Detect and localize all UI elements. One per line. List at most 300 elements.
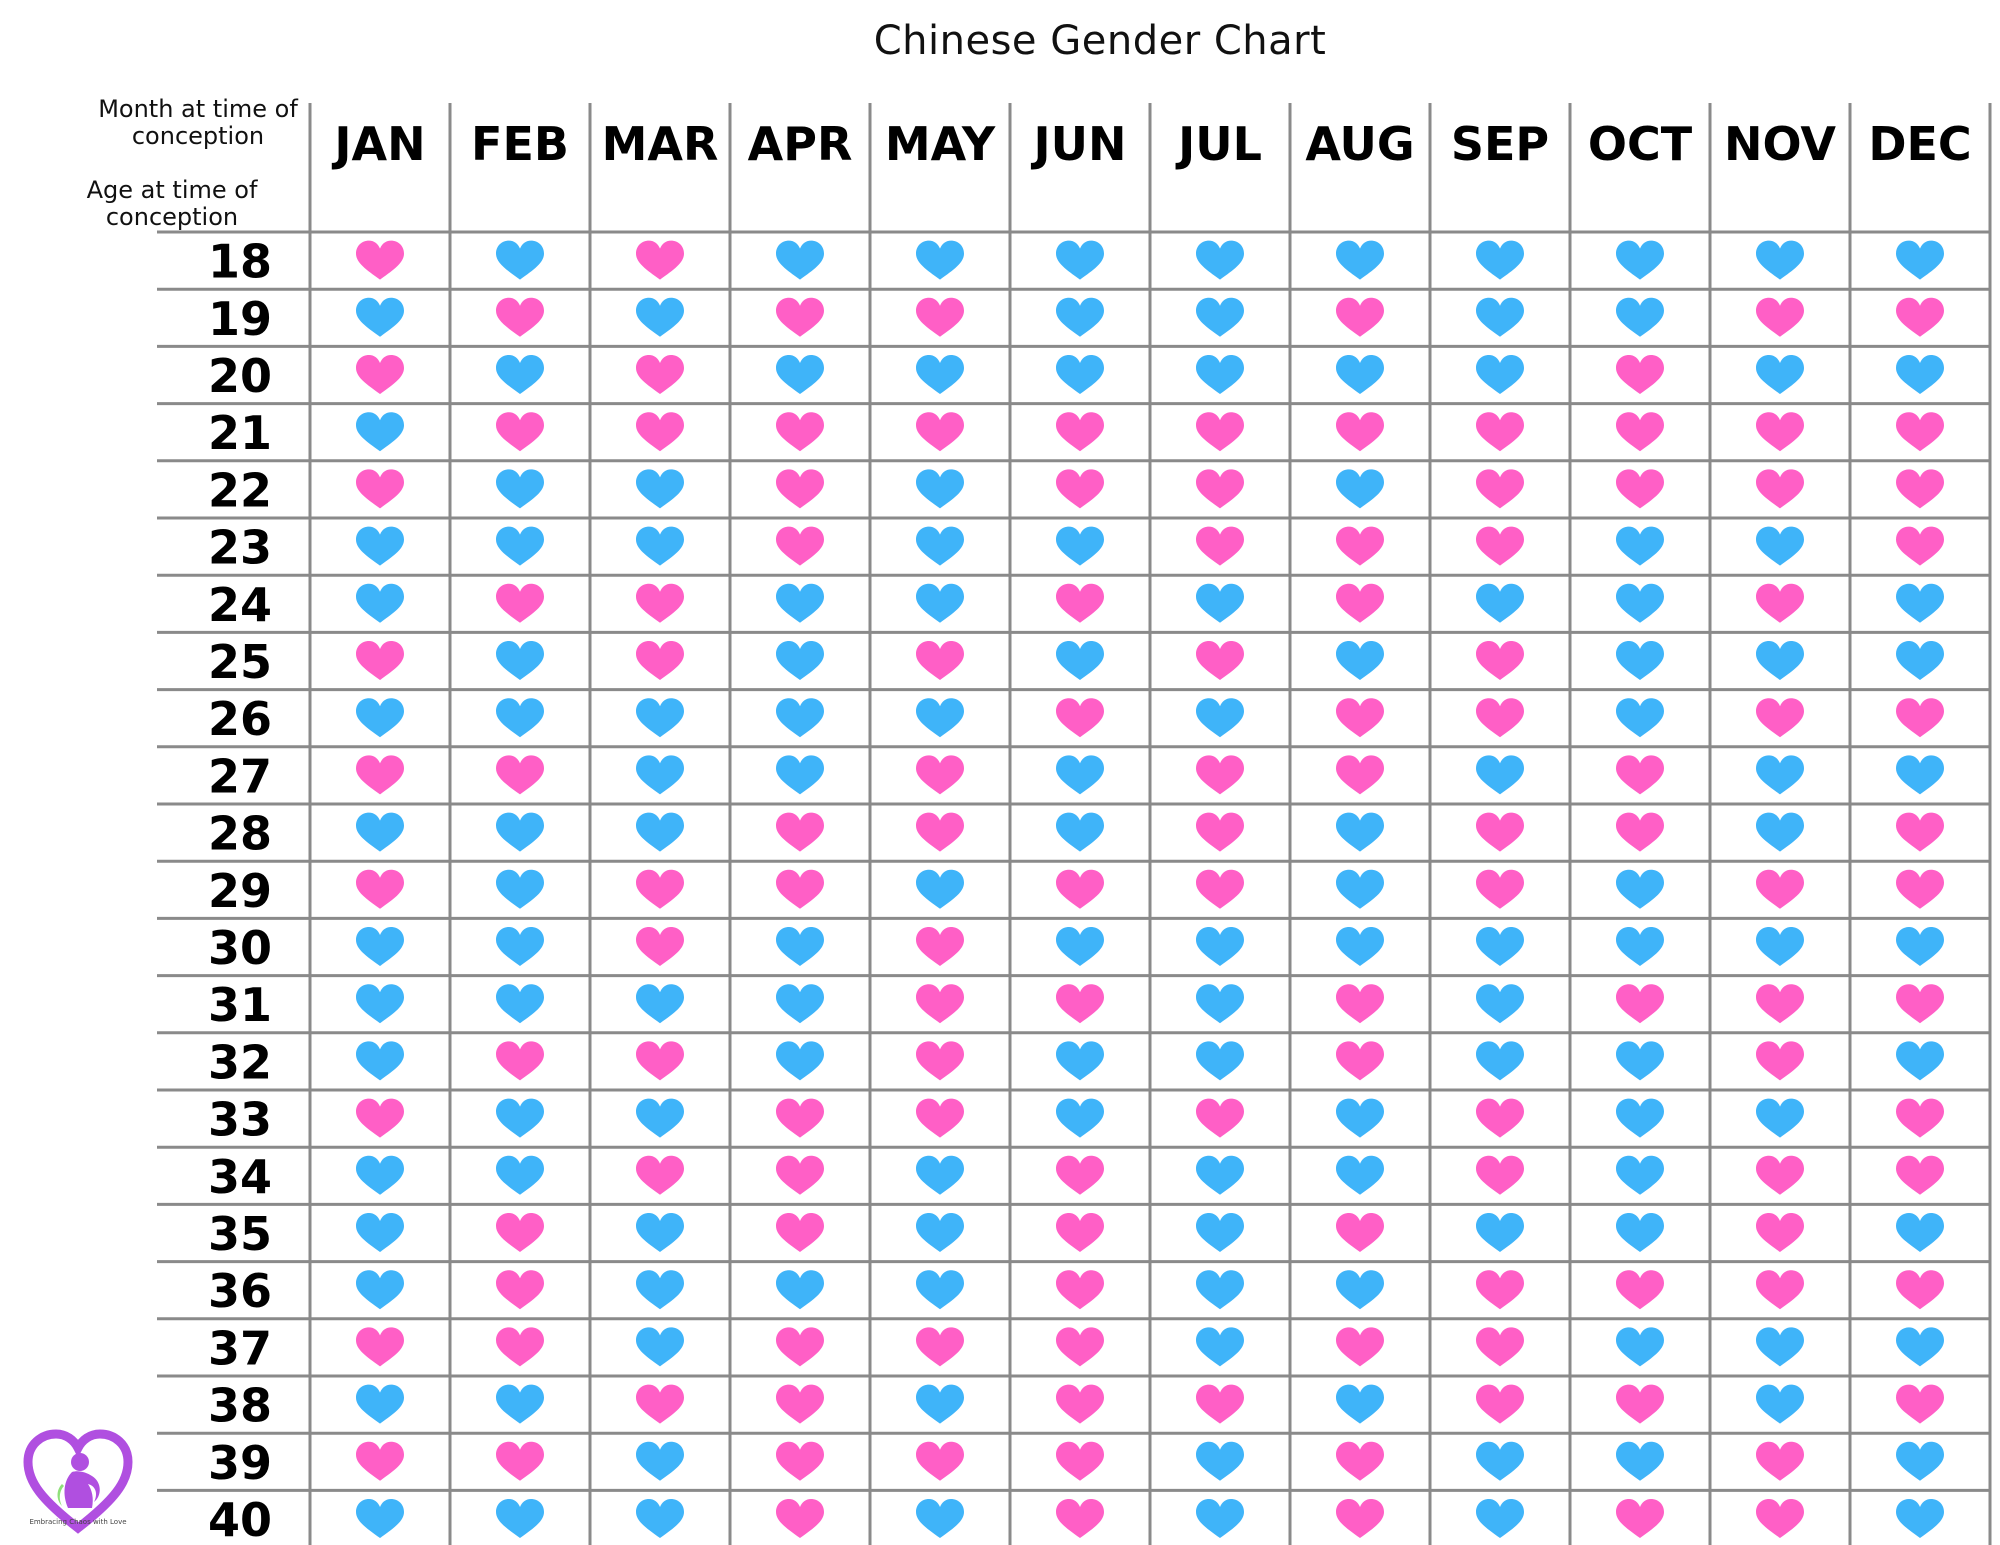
blue-heart-icon <box>1196 584 1244 623</box>
pink-heart-icon <box>356 1442 404 1481</box>
blue-heart-icon <box>1756 755 1804 794</box>
pink-heart-icon <box>1896 527 1944 566</box>
blue-heart-icon <box>916 527 964 566</box>
pink-heart-icon <box>1196 1385 1244 1424</box>
month-label: FEB <box>471 117 569 171</box>
pink-heart-icon <box>1756 1499 1804 1538</box>
blue-heart-icon <box>1196 1270 1244 1309</box>
blue-heart-icon <box>1896 755 1944 794</box>
pink-heart-icon <box>1056 412 1104 451</box>
blue-heart-icon <box>1056 298 1104 337</box>
pink-heart-icon <box>1336 1499 1384 1538</box>
blue-heart-icon <box>1616 927 1664 966</box>
pink-heart-icon <box>356 641 404 680</box>
age-label: 19 <box>207 291 273 346</box>
pink-heart-icon <box>1476 527 1524 566</box>
blue-heart-icon <box>356 584 404 623</box>
age-label: 21 <box>207 406 273 461</box>
pink-heart-icon <box>916 641 964 680</box>
blue-heart-icon <box>1056 641 1104 680</box>
pink-heart-icon <box>636 412 684 451</box>
blue-heart-icon <box>776 698 824 737</box>
month-label: NOV <box>1724 117 1836 171</box>
pink-heart-icon <box>1756 584 1804 623</box>
blue-heart-icon <box>1056 1041 1104 1080</box>
pink-heart-icon <box>356 469 404 508</box>
blue-heart-icon <box>1196 1442 1244 1481</box>
pink-heart-icon <box>776 1385 824 1424</box>
pink-heart-icon <box>1756 870 1804 909</box>
age-labels <box>208 235 272 1545</box>
pink-heart-icon <box>1896 1099 1944 1138</box>
chart-title: Chinese Gender Chart <box>873 18 1327 64</box>
blue-heart-icon <box>1476 927 1524 966</box>
blue-heart-icon <box>356 813 404 852</box>
age-label: 35 <box>207 1207 273 1261</box>
blue-heart-icon <box>1756 1385 1804 1424</box>
pink-heart-icon <box>916 298 964 337</box>
blue-heart-icon <box>916 870 964 909</box>
pink-heart-icon <box>1476 1327 1524 1366</box>
age-label: 36 <box>207 1264 273 1319</box>
blue-heart-icon <box>636 1270 684 1309</box>
pink-heart-icon <box>1196 870 1244 909</box>
pink-heart-icon <box>1756 1041 1804 1080</box>
pink-heart-icon <box>636 1156 684 1195</box>
blue-heart-icon <box>636 755 684 794</box>
pink-heart-icon <box>1756 1270 1804 1309</box>
blue-heart-icon <box>1896 1213 1944 1252</box>
month-labels <box>331 117 1971 171</box>
blue-heart-icon <box>1476 1041 1524 1080</box>
pink-heart-icon <box>1756 1213 1804 1252</box>
pink-heart-icon <box>916 412 964 451</box>
age-label: 29 <box>207 863 273 918</box>
blue-heart-icon <box>776 641 824 680</box>
blue-heart-icon <box>1896 1041 1944 1080</box>
pink-heart-icon <box>1336 1213 1384 1252</box>
blue-heart-icon <box>496 1499 544 1538</box>
pink-heart-icon <box>776 298 824 337</box>
pink-heart-icon <box>1056 469 1104 508</box>
age-label: 40 <box>207 1493 273 1545</box>
pink-heart-icon <box>1196 755 1244 794</box>
blue-heart-icon <box>916 1156 964 1195</box>
blue-heart-icon <box>916 355 964 394</box>
pink-heart-icon <box>1756 1156 1804 1195</box>
pink-heart-icon <box>496 1041 544 1080</box>
blue-heart-icon <box>636 298 684 337</box>
blue-heart-icon <box>1616 298 1664 337</box>
pink-heart-icon <box>1476 813 1524 852</box>
blue-heart-icon <box>636 813 684 852</box>
blue-heart-icon <box>356 412 404 451</box>
age-label: 37 <box>207 1321 273 1376</box>
blue-heart-icon <box>1896 355 1944 394</box>
pink-heart-icon <box>1336 412 1384 451</box>
pink-heart-icon <box>1896 1156 1944 1195</box>
pink-heart-icon <box>1056 1270 1104 1309</box>
pink-heart-icon <box>916 1041 964 1080</box>
month-label: JAN <box>334 117 426 171</box>
pink-heart-icon <box>1756 298 1804 337</box>
age-label: 27 <box>207 749 273 804</box>
pink-heart-icon <box>776 1099 824 1138</box>
blue-heart-icon <box>1196 984 1244 1023</box>
pink-heart-icon <box>1056 870 1104 909</box>
age-label: 39 <box>207 1435 273 1490</box>
pink-heart-icon <box>1476 1270 1524 1309</box>
blue-heart-icon <box>1616 1442 1664 1481</box>
blue-heart-icon <box>916 1270 964 1309</box>
pink-heart-icon <box>1896 412 1944 451</box>
blue-heart-icon <box>356 1156 404 1195</box>
blue-heart-icon <box>1896 1442 1944 1481</box>
pink-heart-icon <box>1196 1099 1244 1138</box>
pink-heart-icon <box>1336 698 1384 737</box>
blue-heart-icon <box>1336 927 1384 966</box>
blue-heart-icon <box>1756 641 1804 680</box>
pink-heart-icon <box>1476 641 1524 680</box>
blue-heart-icon <box>496 1156 544 1195</box>
pink-heart-icon <box>356 870 404 909</box>
blue-heart-icon <box>1336 241 1384 280</box>
pink-heart-icon <box>1616 412 1664 451</box>
blue-heart-icon <box>496 469 544 508</box>
blue-heart-icon <box>1756 527 1804 566</box>
pink-heart-icon <box>496 755 544 794</box>
blue-heart-icon <box>1616 641 1664 680</box>
blue-heart-icon <box>496 641 544 680</box>
blue-heart-icon <box>1616 870 1664 909</box>
pink-heart-icon <box>1756 412 1804 451</box>
month-label: SEP <box>1450 117 1550 171</box>
pink-heart-icon <box>1476 698 1524 737</box>
pink-heart-icon <box>496 298 544 337</box>
pink-heart-icon <box>1896 1385 1944 1424</box>
pink-heart-icon <box>1056 1156 1104 1195</box>
blue-heart-icon <box>356 527 404 566</box>
blue-heart-icon <box>1476 1213 1524 1252</box>
pink-heart-icon <box>1616 813 1664 852</box>
blue-heart-icon <box>1056 241 1104 280</box>
header-note <box>87 95 299 231</box>
blue-heart-icon <box>916 1385 964 1424</box>
pink-heart-icon <box>636 1385 684 1424</box>
blue-heart-icon <box>1756 813 1804 852</box>
pink-heart-icon <box>1056 1213 1104 1252</box>
blue-heart-icon <box>1756 927 1804 966</box>
blue-heart-icon <box>356 1385 404 1424</box>
blue-heart-icon <box>1616 1213 1664 1252</box>
pink-heart-icon <box>1476 1099 1524 1138</box>
blue-heart-icon <box>1616 527 1664 566</box>
column-header-label: conception <box>131 122 265 150</box>
pink-heart-icon <box>776 870 824 909</box>
blue-heart-icon <box>1476 1499 1524 1538</box>
pink-heart-icon <box>916 1099 964 1138</box>
age-label: 24 <box>207 577 273 632</box>
blue-heart-icon <box>636 469 684 508</box>
row-header-label: Age at time of <box>86 176 258 204</box>
blue-heart-icon <box>636 527 684 566</box>
pink-heart-icon <box>1336 755 1384 794</box>
blue-heart-icon <box>1896 1499 1944 1538</box>
blue-heart-icon <box>1336 355 1384 394</box>
pink-heart-icon <box>1056 1385 1104 1424</box>
pink-heart-icon <box>636 1041 684 1080</box>
pink-heart-icon <box>1756 984 1804 1023</box>
blue-heart-icon <box>916 241 964 280</box>
pink-heart-icon <box>1476 1385 1524 1424</box>
blue-heart-icon <box>1336 641 1384 680</box>
blue-heart-icon <box>356 1270 404 1309</box>
blue-heart-icon <box>776 1270 824 1309</box>
blue-heart-icon <box>1196 355 1244 394</box>
pink-heart-icon <box>1336 298 1384 337</box>
pink-heart-icon <box>1336 1442 1384 1481</box>
pink-heart-icon <box>1896 298 1944 337</box>
blue-heart-icon <box>636 984 684 1023</box>
month-label: AUG <box>1305 117 1415 171</box>
blue-heart-icon <box>1476 355 1524 394</box>
pink-heart-icon <box>496 1442 544 1481</box>
blue-heart-icon <box>636 1213 684 1252</box>
blue-heart-icon <box>1196 1041 1244 1080</box>
blue-heart-icon <box>1616 1099 1664 1138</box>
pink-heart-icon <box>1056 1499 1104 1538</box>
blue-heart-icon <box>1336 870 1384 909</box>
pink-heart-icon <box>1196 641 1244 680</box>
pink-heart-icon <box>496 1270 544 1309</box>
blue-heart-icon <box>356 1213 404 1252</box>
blue-heart-icon <box>1896 927 1944 966</box>
blue-heart-icon <box>1476 298 1524 337</box>
blue-heart-icon <box>356 1499 404 1538</box>
blue-heart-icon <box>496 355 544 394</box>
pink-heart-icon <box>1336 1041 1384 1080</box>
blue-heart-icon <box>776 584 824 623</box>
pink-heart-icon <box>916 984 964 1023</box>
blue-heart-icon <box>496 1385 544 1424</box>
pink-heart-icon <box>356 241 404 280</box>
blue-heart-icon <box>636 698 684 737</box>
month-label: MAR <box>601 117 719 171</box>
pink-heart-icon <box>1056 1327 1104 1366</box>
blue-heart-icon <box>776 1041 824 1080</box>
age-label: 31 <box>207 978 273 1033</box>
pink-heart-icon <box>776 527 824 566</box>
blue-heart-icon <box>496 1099 544 1138</box>
blue-heart-icon <box>636 1099 684 1138</box>
pink-heart-icon <box>1476 412 1524 451</box>
blue-heart-icon <box>1196 241 1244 280</box>
pink-heart-icon <box>636 927 684 966</box>
blue-heart-icon <box>1196 1213 1244 1252</box>
blue-heart-icon <box>916 1499 964 1538</box>
blue-heart-icon <box>1196 1156 1244 1195</box>
blue-heart-icon <box>1196 1327 1244 1366</box>
pink-heart-icon <box>496 1327 544 1366</box>
blue-heart-icon <box>356 984 404 1023</box>
pink-heart-icon <box>776 1442 824 1481</box>
blue-heart-icon <box>1336 1270 1384 1309</box>
pink-heart-icon <box>496 1213 544 1252</box>
blue-heart-icon <box>1336 469 1384 508</box>
pink-heart-icon <box>1616 755 1664 794</box>
blue-heart-icon <box>496 241 544 280</box>
blue-heart-icon <box>1056 355 1104 394</box>
blue-heart-icon <box>1616 1327 1664 1366</box>
logo-leaf <box>58 1484 65 1506</box>
pink-heart-icon <box>1756 698 1804 737</box>
month-label: MAY <box>884 117 996 171</box>
logo-head <box>71 1453 89 1471</box>
pink-heart-icon <box>1616 1270 1664 1309</box>
column-header-label: Month at time of <box>98 95 298 123</box>
month-label: JUN <box>1033 117 1127 171</box>
pink-heart-icon <box>1336 527 1384 566</box>
pink-heart-icon <box>1896 813 1944 852</box>
pink-heart-icon <box>1896 469 1944 508</box>
pink-heart-icon <box>1476 469 1524 508</box>
pink-heart-icon <box>776 412 824 451</box>
age-label: 28 <box>207 806 273 861</box>
month-label: DEC <box>1868 117 1972 171</box>
pink-heart-icon <box>496 412 544 451</box>
blue-heart-icon <box>1756 1327 1804 1366</box>
age-label: 22 <box>207 463 273 518</box>
blue-heart-icon <box>356 298 404 337</box>
pink-heart-icon <box>916 755 964 794</box>
blue-heart-icon <box>1756 241 1804 280</box>
blue-heart-icon <box>1476 984 1524 1023</box>
age-label: 30 <box>207 921 273 975</box>
logo-mother-figure <box>65 1471 100 1508</box>
blue-heart-icon <box>1196 1499 1244 1538</box>
blue-heart-icon <box>1336 1099 1384 1138</box>
pink-heart-icon <box>1476 1156 1524 1195</box>
pink-heart-icon <box>776 469 824 508</box>
pink-heart-icon <box>776 1213 824 1252</box>
blue-heart-icon <box>776 241 824 280</box>
blue-heart-icon <box>1896 1327 1944 1366</box>
blue-heart-icon <box>636 1327 684 1366</box>
age-label: 26 <box>207 692 273 747</box>
pink-heart-icon <box>916 1442 964 1481</box>
month-label: JUL <box>1178 117 1262 171</box>
blue-heart-icon <box>496 984 544 1023</box>
pink-heart-icon <box>1056 1442 1104 1481</box>
blue-heart-icon <box>916 698 964 737</box>
blue-heart-icon <box>1756 1099 1804 1138</box>
row-header-label: conception <box>105 203 239 231</box>
pink-heart-icon <box>776 1327 824 1366</box>
pink-heart-icon <box>916 813 964 852</box>
blue-heart-icon <box>1056 1099 1104 1138</box>
pink-heart-icon <box>636 641 684 680</box>
blue-heart-icon <box>1196 298 1244 337</box>
pink-heart-icon <box>776 813 824 852</box>
blue-heart-icon <box>776 355 824 394</box>
blue-heart-icon <box>356 927 404 966</box>
pink-heart-icon <box>356 755 404 794</box>
blue-heart-icon <box>1336 813 1384 852</box>
pink-heart-icon <box>356 1327 404 1366</box>
pink-heart-icon <box>1196 469 1244 508</box>
pink-heart-icon <box>776 1499 824 1538</box>
blue-heart-icon <box>1896 641 1944 680</box>
blue-heart-icon <box>636 1499 684 1538</box>
blue-heart-icon <box>1476 755 1524 794</box>
blue-heart-icon <box>1616 584 1664 623</box>
blue-heart-icon <box>1616 1156 1664 1195</box>
pink-heart-icon <box>1196 527 1244 566</box>
pink-heart-icon <box>1616 355 1664 394</box>
pink-heart-icon <box>1896 698 1944 737</box>
blue-heart-icon <box>496 698 544 737</box>
pink-heart-icon <box>1056 698 1104 737</box>
blue-heart-icon <box>356 1041 404 1080</box>
blue-heart-icon <box>1196 698 1244 737</box>
blue-heart-icon <box>916 584 964 623</box>
blue-heart-icon <box>1476 241 1524 280</box>
blue-heart-icon <box>776 984 824 1023</box>
blue-heart-icon <box>1056 813 1104 852</box>
pink-heart-icon <box>1476 870 1524 909</box>
pink-heart-icon <box>1336 984 1384 1023</box>
pink-heart-icon <box>1616 469 1664 508</box>
pink-heart-icon <box>1056 984 1104 1023</box>
blue-heart-icon <box>496 927 544 966</box>
month-label: OCT <box>1587 117 1693 171</box>
blue-heart-icon <box>496 527 544 566</box>
age-label: 25 <box>207 635 273 689</box>
blue-heart-icon <box>1476 584 1524 623</box>
blue-heart-icon <box>1336 1156 1384 1195</box>
pink-heart-icon <box>356 355 404 394</box>
blue-heart-icon <box>1616 698 1664 737</box>
pink-heart-icon <box>1336 584 1384 623</box>
blue-heart-icon <box>1056 927 1104 966</box>
pink-heart-icon <box>496 584 544 623</box>
pink-heart-icon <box>1896 984 1944 1023</box>
pink-heart-icon <box>1756 1442 1804 1481</box>
pink-heart-icon <box>636 241 684 280</box>
pink-heart-icon <box>1896 1270 1944 1309</box>
pink-heart-icon <box>1896 870 1944 909</box>
blue-heart-icon <box>1896 584 1944 623</box>
month-label: APR <box>747 117 853 171</box>
pink-heart-icon <box>1616 984 1664 1023</box>
pink-heart-icon <box>636 584 684 623</box>
age-label: 34 <box>207 1149 273 1204</box>
pink-heart-icon <box>356 1099 404 1138</box>
blue-heart-icon <box>916 469 964 508</box>
age-label: 23 <box>207 520 273 575</box>
blue-heart-icon <box>1476 1442 1524 1481</box>
pink-heart-icon <box>1616 1385 1664 1424</box>
pink-heart-icon <box>916 1327 964 1366</box>
blue-heart-icon <box>776 927 824 966</box>
pink-heart-icon <box>776 1156 824 1195</box>
logo <box>22 1428 134 1538</box>
age-label: 38 <box>207 1378 273 1433</box>
blue-heart-icon <box>776 755 824 794</box>
pink-heart-icon <box>1196 412 1244 451</box>
pink-heart-icon <box>1336 1327 1384 1366</box>
pink-heart-icon <box>1616 1499 1664 1538</box>
